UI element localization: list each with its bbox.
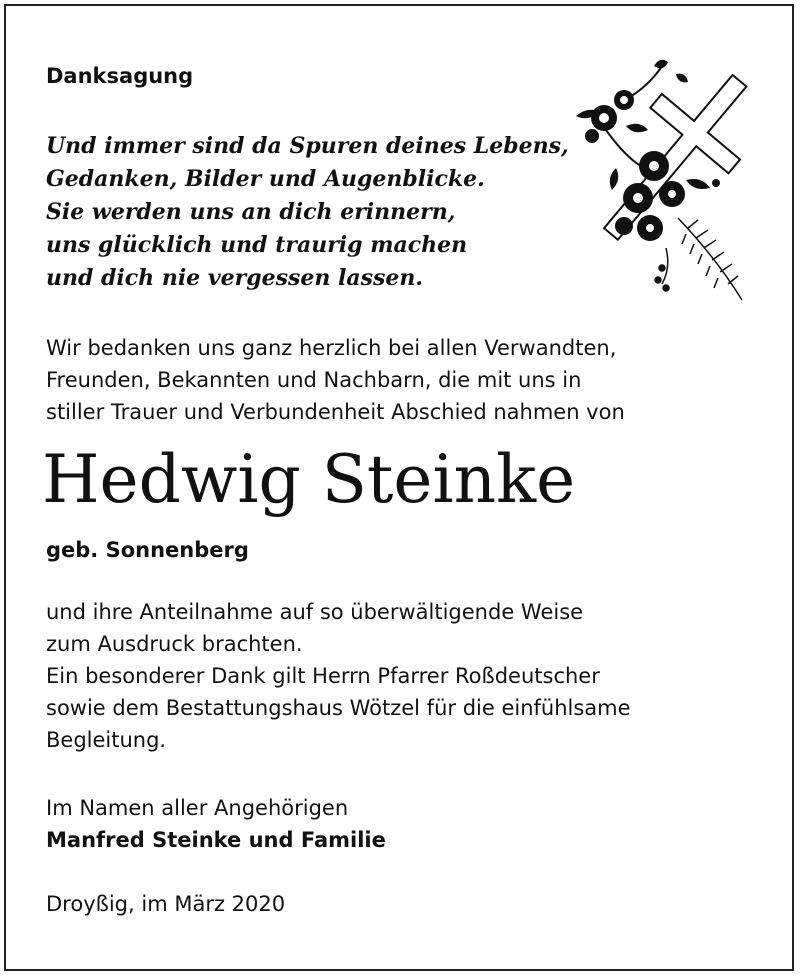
poem-line: Und immer sind da Spuren deines Lebens, [46, 133, 569, 159]
place-date: Droyßig, im März 2020 [46, 892, 286, 916]
intro-line: Freunden, Bekannten und Nachbarn, die mit uns in [46, 368, 582, 392]
deceased-name: Hedwig Steinke [42, 441, 576, 518]
thanks-line: zum Ausdruck brachten. [46, 632, 303, 656]
poem-line: und dich nie vergessen lassen. [46, 265, 424, 291]
intro-paragraph [46, 332, 625, 428]
maiden-name: geb. Sonnenberg [46, 538, 249, 562]
poem [46, 130, 569, 295]
poem-line: uns glücklich und traurig machen [46, 232, 468, 258]
cross-with-roses-icon [566, 48, 756, 308]
thanks-line: sowie dem Bestattungshaus Wötzel für die einfühlsame [46, 696, 631, 720]
heading: Danksagung [46, 64, 194, 88]
intro-line: Wir bedanken uns ganz herzlich bei allen Verwandten, [46, 336, 617, 360]
thanks-line: und ihre Anteilnahme auf so überwältigende Weise [46, 600, 584, 624]
intro-line: stiller Trauer und Verbundenheit Abschied nahmen von [46, 400, 625, 424]
poem-line: Gedanken, Bilder und Augenblicke. [46, 166, 485, 192]
closing-line: Im Namen aller Angehörigen [46, 796, 349, 820]
poem-line: Sie werden uns an dich erinnern, [46, 199, 456, 225]
thanks-paragraph [46, 596, 631, 756]
signature: Manfred Steinke und Familie [46, 828, 386, 852]
closing [46, 792, 386, 856]
thanks-line: Begleitung. [46, 728, 167, 752]
thanks-line: Ein besonderer Dank gilt Herrn Pfarrer Roßdeutscher [46, 664, 600, 688]
